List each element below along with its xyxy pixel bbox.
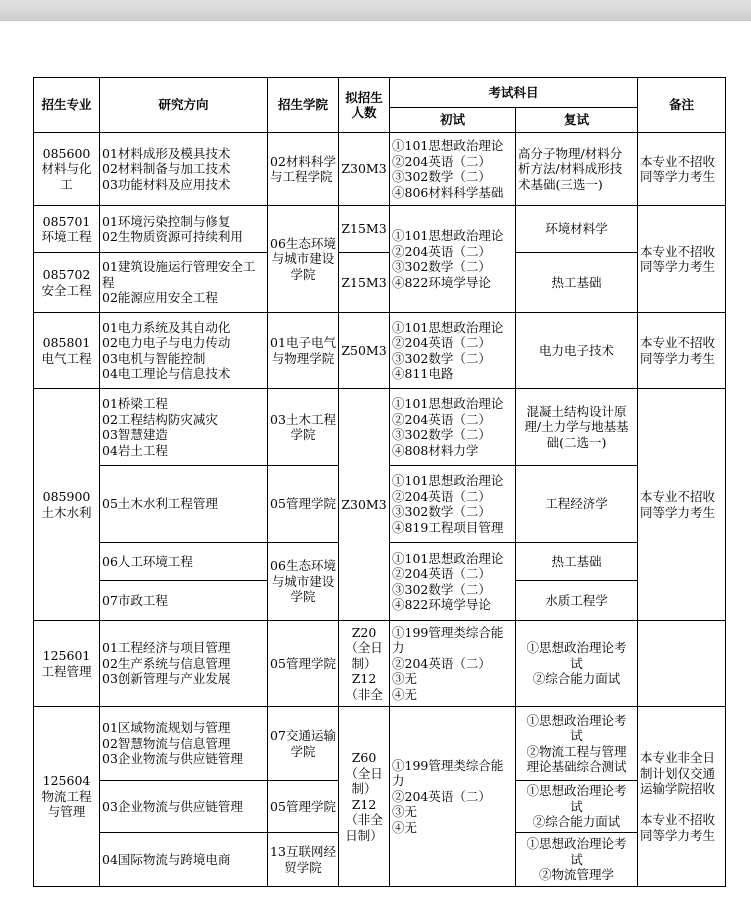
quota-cell: Z60 （全日 制） Z12 （非全 日制） — [339, 707, 390, 887]
retest-cell: ①思想政治理论考 试 ②物流工程与管理 理论基础综合测试 — [516, 707, 638, 781]
retest-cell: ①思想政治理论考 试 ②综合能力面试 — [516, 621, 638, 707]
header-retest: 复试 — [516, 108, 638, 133]
header-subjects: 考试科目 — [390, 78, 638, 108]
direction-cell: 01区域物流规划与管理 02智慧物流与信息管理 03企业物流与供应链管理 — [100, 707, 268, 781]
table-row — [34, 133, 726, 206]
remark-cell: 本专业不招收 同等学力考生 — [638, 206, 726, 313]
retest-cell: 热工基础 — [516, 253, 638, 313]
remark-cell: 本专业不招收 同等学力考生 — [638, 133, 726, 206]
initial-exam-cell: ①199管理类综合能 力 ②204英语（二） ③无 ④无 — [390, 707, 516, 887]
remark-cell: 本专业不招收 同等学力考生 — [638, 313, 726, 389]
college-cell: 13互联网经 贸学院 — [268, 833, 339, 887]
direction-cell: 01建筑设施运行管理安全工 程 02能源应用安全工程 — [100, 253, 268, 313]
retest-cell: ①思想政治理论考 试 ②物流管理学 — [516, 833, 638, 887]
major-cell: 085701 环境工程 — [34, 206, 100, 253]
initial-exam-cell: ①101思想政治理论 ②204英语（二） ③302数学（二） ④806材料科学基础 — [390, 133, 516, 206]
initial-exam-cell: ①101思想政治理论 ②204英语（二） ③302数学（二） ④822环境学导论 — [390, 206, 516, 313]
header-direction: 研究方向 — [100, 78, 268, 133]
quota-cell: Z30M3 — [339, 133, 390, 206]
retest-cell: 环境材料学 — [516, 206, 638, 253]
initial-exam-cell: ①199管理类综合能 力 ②204英语（二） ③无 ④无 — [390, 621, 516, 707]
college-cell: 06生态环境 与城市建设 学院 — [268, 206, 339, 313]
college-cell: 05管理学院 — [268, 621, 339, 707]
quota-cell: Z50M3 — [339, 313, 390, 389]
admissions-table — [33, 77, 726, 887]
retest-cell: 热工基础 — [516, 543, 638, 581]
quota-cell: Z15M3 — [339, 206, 390, 253]
header-college: 招生学院 — [268, 78, 339, 133]
college-cell: 05管理学院 — [268, 781, 339, 833]
direction-cell: 06人工环境工程 — [100, 543, 268, 581]
retest-cell: 电力电子技术 — [516, 313, 638, 389]
direction-cell: 04国际物流与跨境电商 — [100, 833, 268, 887]
retest-cell: 工程经济学 — [516, 466, 638, 543]
college-cell: 02材料科学 与工程学院 — [268, 133, 339, 206]
direction-cell: 01环境污染控制与修复 02生物质资源可持续利用 — [100, 206, 268, 253]
table-row — [34, 313, 726, 389]
direction-cell: 07市政工程 — [100, 581, 268, 621]
major-cell: 125604 物流工程 与管理 — [34, 707, 100, 887]
table-row — [34, 621, 726, 707]
initial-exam-cell: ①101思想政治理论 ②204英语（二） ③302数学（二） ④822环境学导论 — [390, 543, 516, 621]
table-row — [34, 707, 726, 781]
direction-cell: 01材料成形及模具技术 02材料制备与加工技术 03功能材料及应用技术 — [100, 133, 268, 206]
retest-cell: 混凝土结构设计原 理/土力学与地基基 础(二选一) — [516, 389, 638, 466]
direction-cell: 01桥梁工程 02工程结构防灾减灾 03智慧建造 04岩土工程 — [100, 389, 268, 466]
header-initial: 初试 — [390, 108, 516, 133]
college-cell: 05管理学院 — [268, 466, 339, 543]
major-cell: 125601 工程管理 — [34, 621, 100, 707]
major-cell: 085600 材料与化 工 — [34, 133, 100, 206]
college-cell: 06生态环境 与城市建设 学院 — [268, 543, 339, 621]
header-quota: 拟招生 人数 — [339, 78, 390, 133]
major-cell: 085900 土木水利 — [34, 389, 100, 621]
remark-cell: 本专业非全日 制计划仅交通 运输学院招收 本专业不招收 同等学力考生 — [638, 707, 726, 887]
remark-cell — [638, 621, 726, 707]
college-cell: 07交通运输 学院 — [268, 707, 339, 781]
table-row — [34, 389, 726, 466]
initial-exam-cell: ①101思想政治理论 ②204英语（二） ③302数学（二） ④819工程项目管理 — [390, 466, 516, 543]
major-cell: 085702 安全工程 — [34, 253, 100, 313]
retest-cell: ①思想政治理论考 试 ②综合能力面试 — [516, 781, 638, 833]
quota-cell: Z15M3 — [339, 253, 390, 313]
retest-cell: 高分子物理/材料分 析方法/材料成形技 术基础(三选一) — [516, 133, 638, 206]
header-major: 招生专业 — [34, 78, 100, 133]
table-row — [34, 206, 726, 253]
remark-cell: 本专业不招收 同等学力考生 — [638, 389, 726, 621]
header-remarks: 备注 — [638, 78, 726, 133]
college-cell: 03土木工程 学院 — [268, 389, 339, 466]
initial-exam-cell: ①101思想政治理论 ②204英语（二） ③302数学（二） ④811电路 — [390, 313, 516, 389]
direction-cell: 03企业物流与供应链管理 — [100, 781, 268, 833]
quota-cell: Z20 （全日 制） Z12 （非全 — [339, 621, 390, 707]
direction-cell: 01工程经济与项目管理 02生产系统与信息管理 03创新管理与产业发展 — [100, 621, 268, 707]
major-cell: 085801 电气工程 — [34, 313, 100, 389]
retest-cell: 水质工程学 — [516, 581, 638, 621]
table-row — [34, 253, 726, 313]
college-cell: 01电子电气 与物理学院 — [268, 313, 339, 389]
browser-top-bar — [0, 0, 751, 21]
quota-cell: Z30M3 — [339, 389, 390, 621]
direction-cell: 05土木水利工程管理 — [100, 466, 268, 543]
direction-cell: 01电力系统及其自动化 02电力电子与电力传动 03电机与智能控制 04电工理论与信息技术 — [100, 313, 268, 389]
initial-exam-cell: ①101思想政治理论 ②204英语（二） ③302数学（二） ④808材料力学 — [390, 389, 516, 466]
